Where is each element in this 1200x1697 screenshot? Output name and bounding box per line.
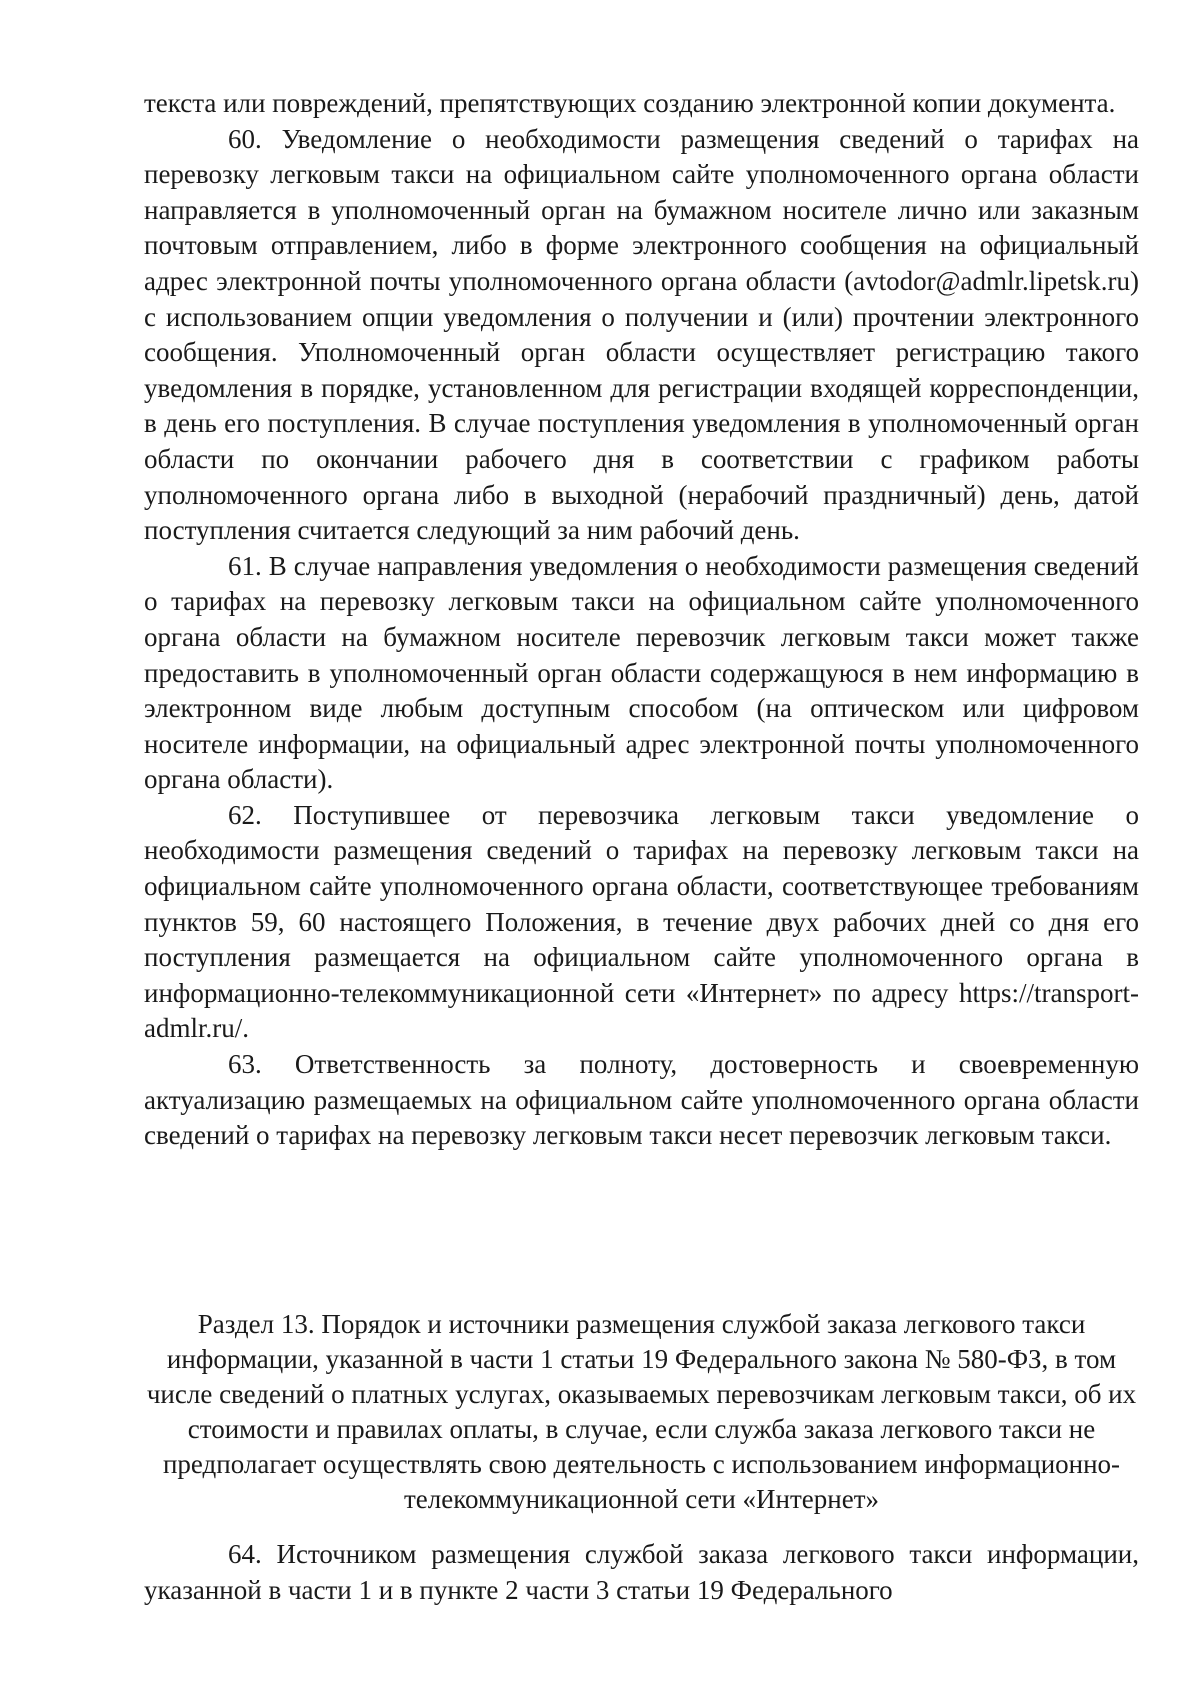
paragraph-64: 64. Источником размещения службой заказа легкового такси информации, указанной в части 1 и в пункте 2 части 3 статьи 19 Федерального [144,1539,1139,1605]
paragraph-62: 62. Поступившее от перевозчика легковым такси уведомление о необходимости размещения сведений о тарифах на перевозку легковым такси на официальном сайте уполномоченного органа области, соответствующее требованиям пунктов 59, 60 настоящего Положения, в течение двух рабочих дней со дня его поступления размещается на официальном сайте уполномоченного органа в информационно-телекоммуникационной сети «Интернет» по адресу https://transport-admlr.ru/. [144,799,1139,1044]
document-body [144,86,1139,1154]
paragraph-60: 60. Уведомление о необходимости размещения сведений о тарифах на перевозку легковым такси на официальном сайте уполномоченного органа области направляется в уполномоченный орган на бумажном носителе лично или заказным почтовым отправлением, либо в форме электронного сообщения на официальный адрес электронной почты уполномоченного органа области (avtodor@admlr.lipetsk.ru) с использованием опции уведомления о получении и (или) прочтении электронного сообщения. Уполномоченный орган области осуществляет регистрацию такого уведомления в порядке, установленном для регистрации входящей корреспонденции, в день его поступления. В случае поступления уведомления в уполномоченный орган области по окончании рабочего дня в соответствии с графиком работы уполномоченного органа либо в выходной (нерабочий праздничный) день, датой поступления считается следующий за ним рабочий день. [144,123,1139,546]
lead-paragraph: текста или повреждений, препятствующих созданию электронной копии документа. [144,88,1116,118]
paragraph-63: 63. Ответственность за полноту, достоверность и своевременную актуализацию размещаемых на официальном сайте уполномоченного органа области сведений о тарифах на перевозку легковым такси несет перевозчик легковым такси. [144,1049,1139,1151]
paragraph-61: 61. В случае направления уведомления о необходимости размещения сведений о тарифах на перевозку легковым такси на официальном сайте уполномоченного органа области на бумажном носителе перевозчик легковым такси может также предоставить в уполномоченный орган области содержащуюся в нем информацию в электронном виде любым доступным способом (на оптическом или цифровом носителе информации, на официальный адрес электронной почты уполномоченного органа области). [144,550,1139,795]
paragraph-64-block [144,1537,1139,1608]
section-13-heading: Раздел 13. Порядок и источники размещения службой заказа легкового такси информации, указанной в части 1 статьи 19 Федерального закона № 580-ФЗ, в том числе сведений о платных услугах, оказываемых перевозчикам легковым такси, об их стоимости и правилах оплаты, в случае, если служба заказа легкового такси не предполагает осуществлять свою деятельность с использованием информационно-телекоммуникационной сети «Интернет» [146,1309,1137,1514]
